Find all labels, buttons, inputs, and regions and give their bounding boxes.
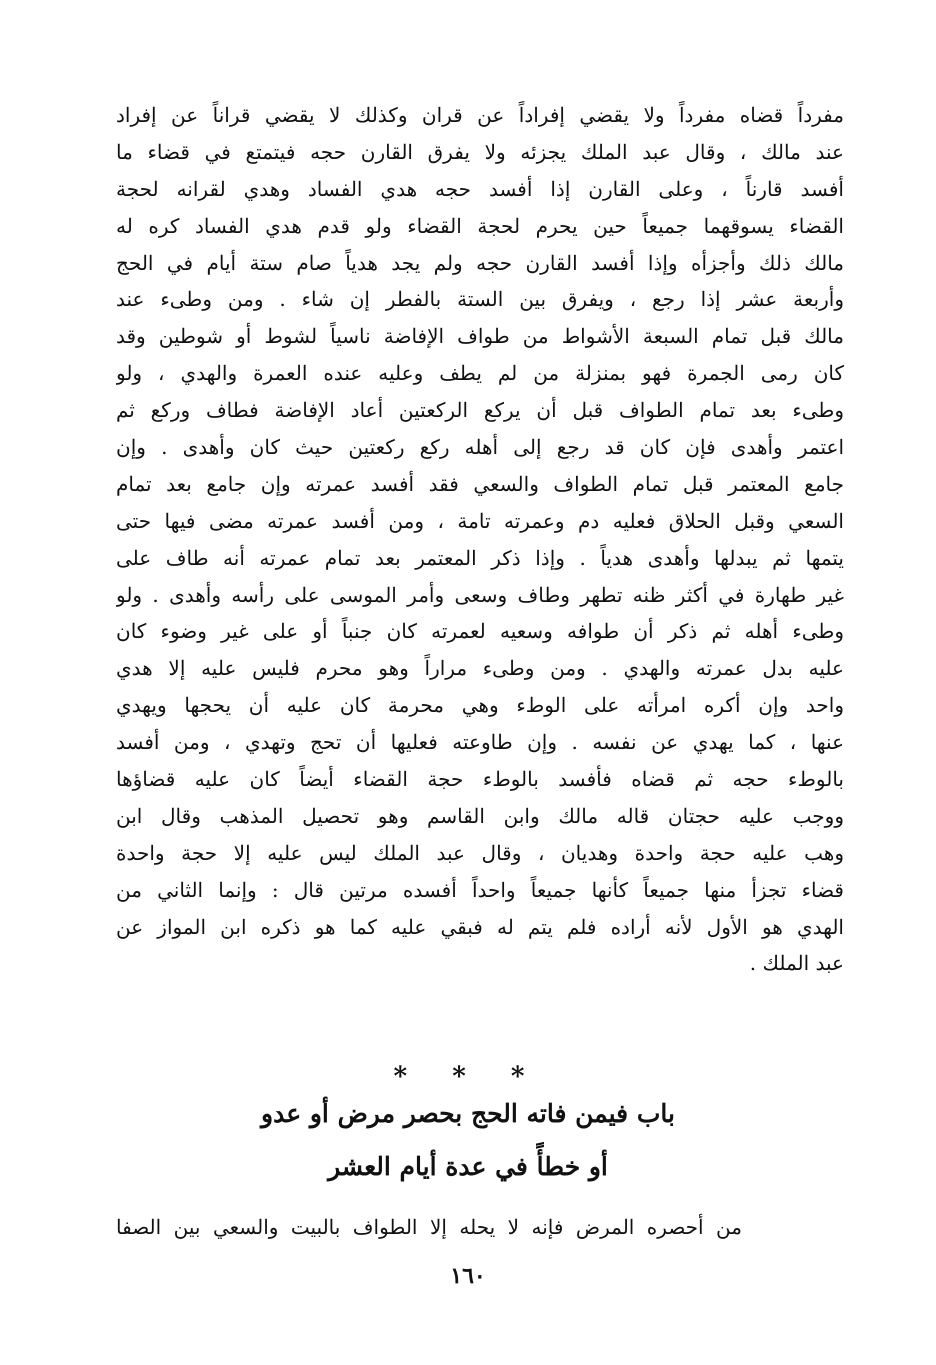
main-text-block (116, 97, 844, 982)
text-line-14: غير طهارة في أكثر ظنه تطهر وطاف وسعى وأمر الموسى على رأسه وأهدى . ولو (116, 582, 844, 607)
chapter-heading-line-1: باب فيمن فاته الحج بحصر مرض أو عدو (261, 1099, 675, 1128)
text-line-9: وطىء بعد تمام الطواف قبل أن يركع الركعتين أعاد الإفاضة فطاف وركع ثم (116, 398, 844, 423)
text-line-18: عنها ، كما يهدي عن نفسه . وإن طاوعته فعليها أن تحج وتهدي ، ومن أفسد (116, 730, 844, 755)
text-line-21: وهب عليه حجة واحدة وهديان ، وقال عبد الملك ليس عليه إلا حجة واحدة (116, 840, 844, 865)
text-line-4: القضاء يسوقهما جميعاً حين يحرم لحجة القضاء ولو قدم هدي الفساد كره له (116, 213, 844, 238)
text-line-22: قضاء تجزأ منها جميعاً كأنها جميعاً واحداً أفسده مرتين قال : وإنما الثاني من (116, 877, 844, 902)
text-line-8: كان رمى الجمرة فهو بمنزلة من لم يطف وعليه عنده العمرة والهدي ، ولو (116, 361, 844, 386)
text-line-15: وطىء أهله ثم ذكر أن طوافه وسعيه لعمرته كان جنباً أو على غير وضوء كان (116, 619, 844, 644)
text-line-16: عليه بدل عمرته والهدي . ومن وطىء مراراً وهو محرم فليس عليه إلا هدي (116, 656, 844, 681)
text-line-24: عبد الملك . (749, 951, 844, 976)
text-line-19: بالوطء حجه ثم قضاه فأفسد بالوطء حجة القضاء أيضاً كان عليه قضاؤها (116, 767, 844, 792)
section-separator: * * * (393, 1062, 543, 1092)
chapter-heading-line-2: أو خطأً في عدة أيام العشر (328, 1152, 608, 1181)
paragraph-first-line (116, 1209, 742, 1246)
text-line-2: عند مالك ، وقال عبد الملك يجزئه ولا يفرق القارن حجه فيتمتع في قضاء ما (116, 139, 844, 164)
text-line-23: الهدي هو الأول لأنه أراده فلم يتم له فبقي عليه كما هو ذكره ابن المواز عن (116, 914, 844, 939)
text-line-12: السعي وقبل الحلاق فعليه دم وعمرته تامة ، ومن أفسد عمرته مضى فيها حتى (116, 508, 844, 533)
text-line-1: مفرداً قضاه مفرداً ولا يقضي إفراداً عن قران وكذلك لا يقضي قراناً عن إفراد (116, 103, 844, 127)
text-line-17: واحد وإن أكره امرأته على الوطء وهي محرمة كان عليه أن يحجها ويهدي (116, 693, 844, 718)
text-line-7: مالك قبل تمام السبعة الأشواط من طواف الإفاضة ناسياً لشوط أو شوطين وقد (116, 324, 844, 349)
text-line-5: مالك ذلك وأجزأه وإذا أفسد القارن حجه ولم يجد هدياً صام ستة أيام في الحج (116, 250, 844, 275)
text-line-6: وأربعة عشر إذا رجع ، ويفرق بين الستة بالفطر إن شاء . ومن وطىء عند (116, 287, 844, 312)
text-line-13: يتمها ثم يبدلها وأهدى هدياً . وإذا ذكر المعتمر بعد تمام عمرته أنه طاف على (116, 545, 844, 570)
text-line-20: ووجب عليه حجتان قاله مالك وابن القاسم وهو تحصيل المذهب وقال ابن (116, 803, 844, 828)
text-line-11: جامع المعتمر قبل تمام الطواف والسعي فقد أفسد عمرته وإن جامع بعد تمام (116, 471, 844, 496)
page-number: ١٦٠ (450, 1263, 486, 1289)
text-line-3: أفسد قارناً ، وعلى القارن إذا أفسد حجه هدي الفساد وهدي لقرانه لحجة (116, 176, 844, 201)
text-line-10: اعتمر وأهدى فإن كان قد رجع إلى أهله ركع ركعتين حيث كان وأهدى . وإن (116, 435, 844, 460)
text-line-chapter-start: من أحصره المرض فإنه لا يحله إلا الطواف بالبيت والسعي بين الصفا (116, 1215, 742, 1239)
